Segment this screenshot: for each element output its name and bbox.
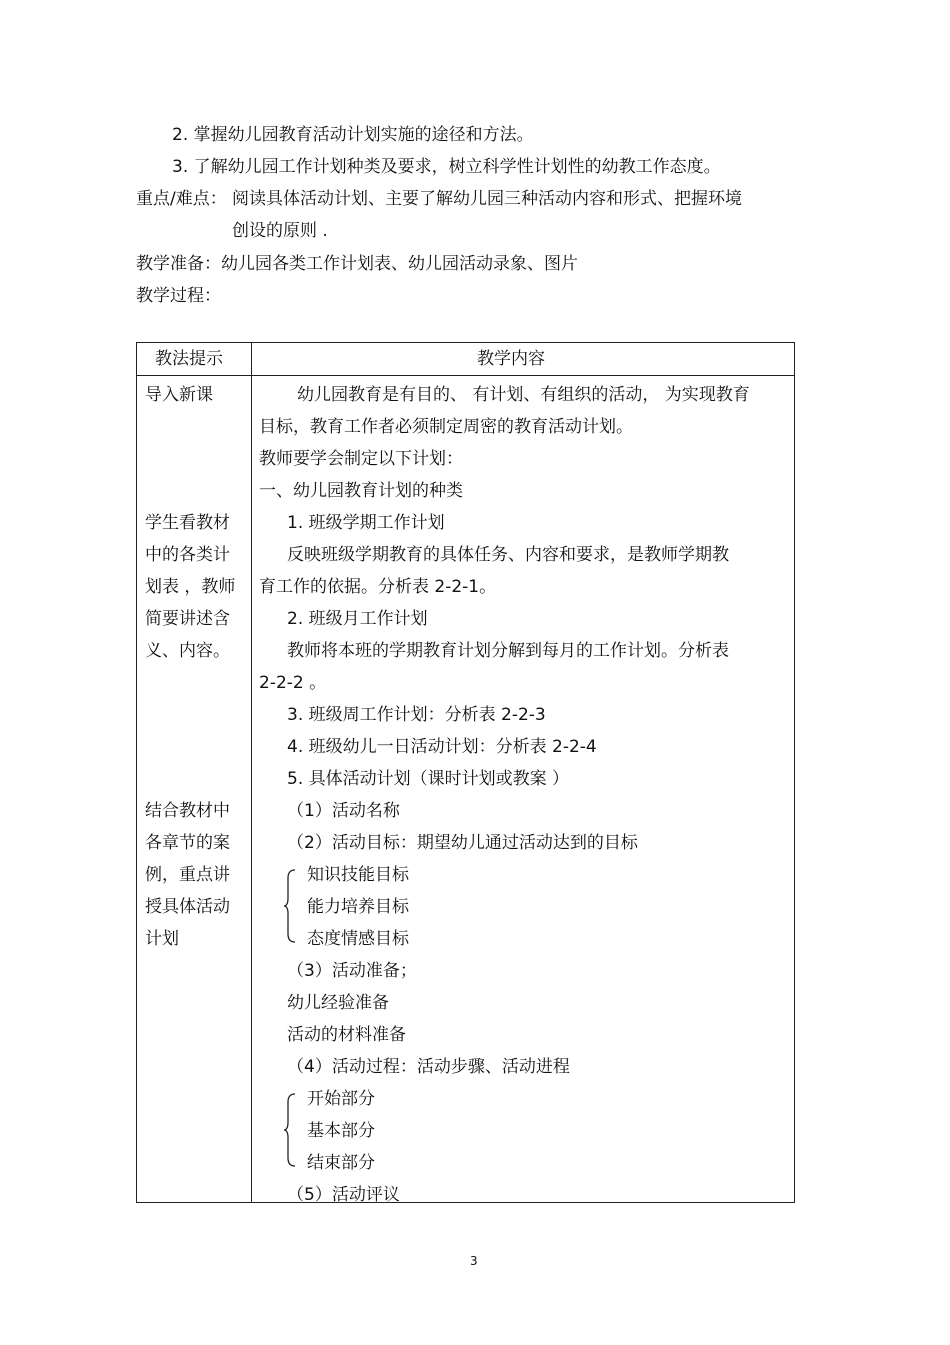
goal-item: 态度情感目标: [307, 929, 409, 949]
sub-item-1: （1）活动名称: [287, 801, 400, 821]
plan-item-2: 2. 班级月工作计划: [287, 609, 428, 629]
objective-2: 2. 掌握幼儿园教育活动计划实施的途径和方法。: [172, 125, 534, 145]
prep-item: 活动的材料准备: [287, 1025, 406, 1045]
plan-item-2-desc-line2: 2-2-2 。: [259, 673, 327, 693]
teaching-process-label: 教学过程：: [136, 286, 221, 306]
lesson-table: [136, 342, 795, 1203]
sub-item-3: （3）活动准备；: [287, 961, 417, 981]
plan-item-1-desc-line2: 育工作的依据。分析表 2-2-1。: [259, 577, 497, 597]
objective-3: 3. 了解幼儿园工作计划种类及要求，树立科学性计划性的幼教工作态度。: [172, 157, 721, 177]
note-students-read: 简要讲述含: [145, 609, 230, 629]
note-students-read: 学生看教材: [145, 513, 230, 533]
note-case-study: 例，重点讲: [145, 865, 230, 885]
sub-item-5: （5）活动评议: [287, 1185, 400, 1205]
note-case-study: 各章节的案: [145, 833, 230, 853]
phase-item: 基本部分: [307, 1121, 375, 1141]
sub-item-4: （4）活动过程：活动步骤、活动进程: [287, 1057, 570, 1077]
note-students-read: 义、内容。: [145, 641, 230, 661]
sub-item-2: （2）活动目标：期望幼儿通过活动达到的目标: [287, 833, 638, 853]
phase-item: 开始部分: [307, 1089, 375, 1109]
note-case-study: 结合教材中: [145, 801, 230, 821]
plan-item-5: 5. 具体活动计划（课时计划或教案 ）: [287, 769, 570, 789]
plan-item-4: 4. 班级幼儿一日活动计划：分析表 2-2-4: [287, 737, 597, 757]
plan-item-3: 3. 班级周工作计划：分析表 2-2-3: [287, 705, 546, 725]
page-number: 3: [470, 1254, 478, 1268]
plan-item-1-desc-line1: 反映班级学期教育的具体任务、内容和要求，是教师学期教: [287, 545, 729, 565]
section-heading: 一、幼儿园教育计划的种类: [259, 481, 463, 501]
content-intro-line1: 幼儿园教育是有目的、 有计划、有组织的活动， 为实现教育: [297, 385, 750, 405]
header-teaching-content: 教学内容: [477, 349, 545, 369]
note-students-read: 中的各类计: [145, 545, 230, 565]
note-case-study: 授具体活动: [145, 897, 230, 917]
table-column-divider: [251, 343, 252, 1202]
goal-item: 知识技能目标: [307, 865, 409, 885]
content-plans-intro: 教师要学会制定以下计划：: [259, 449, 463, 469]
teaching-preparation: 教学准备：幼儿园各类工作计划表、幼儿园活动录象、图片: [136, 254, 578, 274]
content-intro-line2: 目标，教育工作者必须制定周密的教育活动计划。: [259, 417, 633, 437]
phases-brace-icon: [283, 1092, 297, 1168]
key-points-line2: 创设的原则 .: [232, 221, 328, 241]
plan-item-1: 1. 班级学期工作计划: [287, 513, 445, 533]
goals-brace-icon: [283, 868, 297, 944]
prep-item: 幼儿经验准备: [287, 993, 389, 1013]
phase-item: 结束部分: [307, 1153, 375, 1173]
note-students-read: 划表 ，教师: [145, 577, 236, 597]
note-introduction: 导入新课: [145, 385, 213, 405]
key-points-label: 重点/难点：: [136, 189, 227, 209]
note-case-study: 计划: [145, 929, 179, 949]
header-method-notes: 教法提示: [155, 349, 223, 369]
key-points-line1: 阅读具体活动计划、主要了解幼儿园三种活动内容和形式、把握环境: [232, 189, 742, 209]
table-header-divider: [137, 375, 794, 376]
plan-item-2-desc-line1: 教师将本班的学期教育计划分解到每月的工作计划。分析表: [287, 641, 729, 661]
goal-item: 能力培养目标: [307, 897, 409, 917]
